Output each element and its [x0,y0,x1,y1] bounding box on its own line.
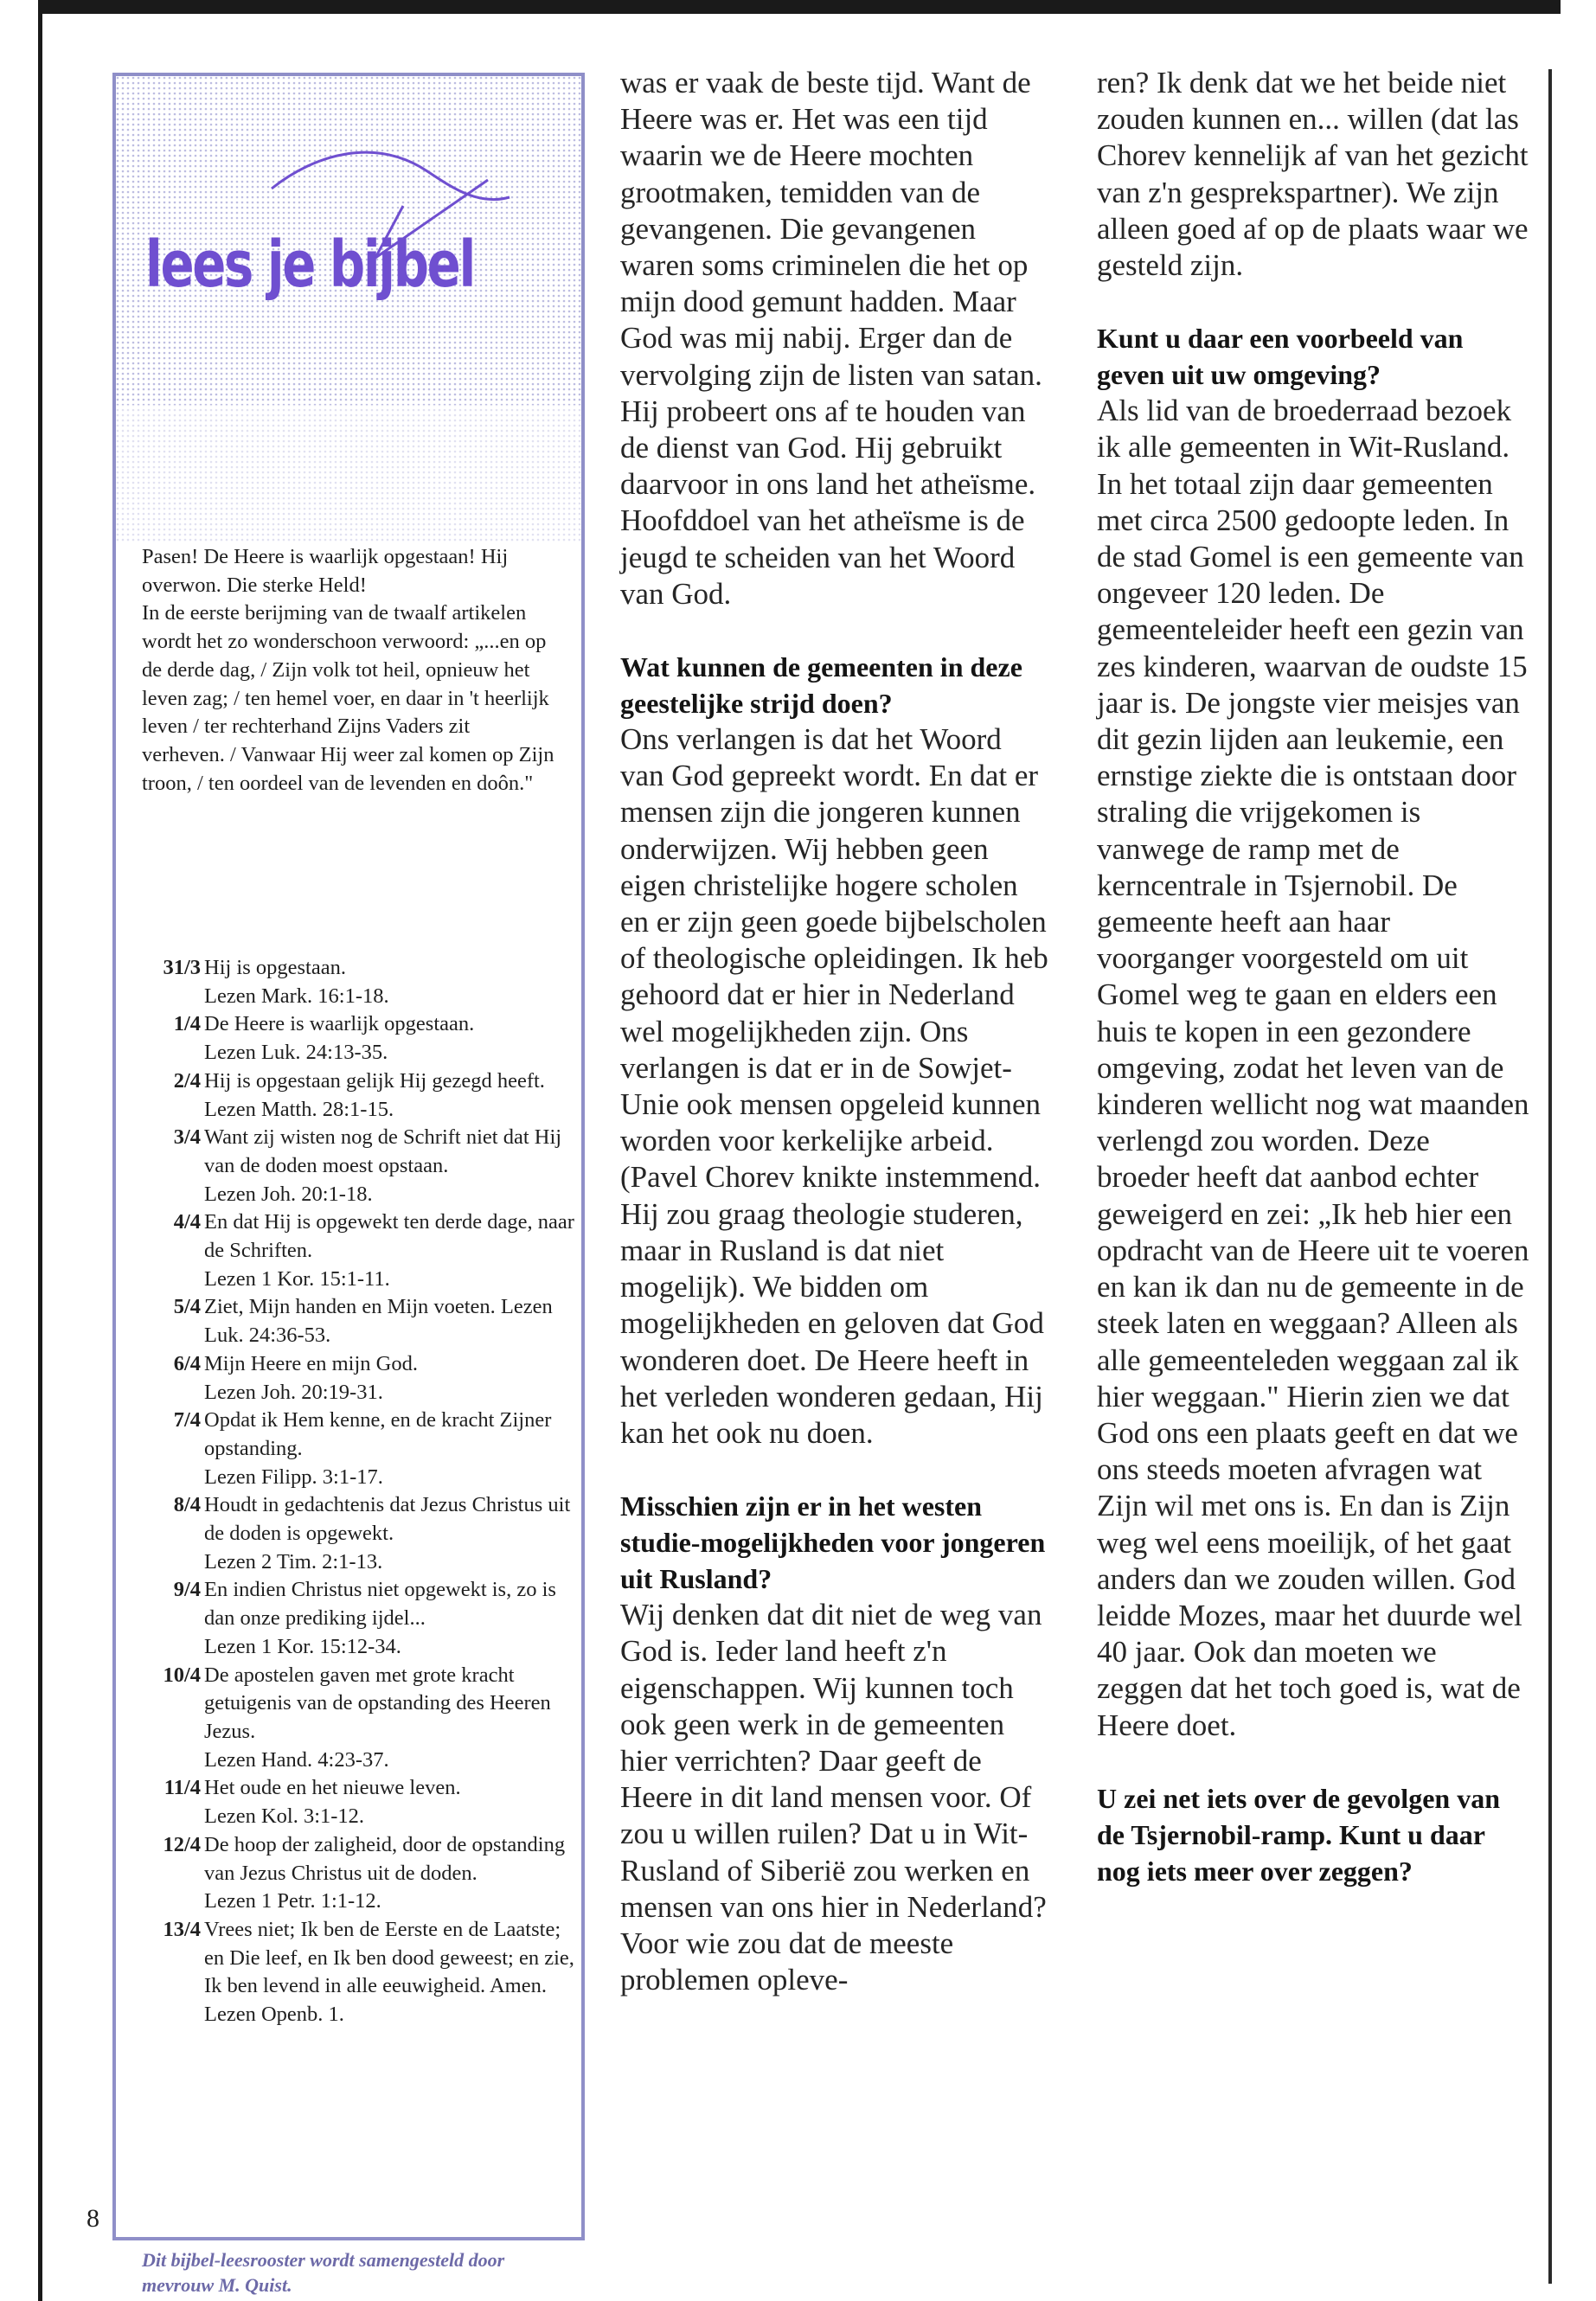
article-paragraph: was er vaak de beste tijd. Want de Heere was er. Het was een tijd waarin we de Heere mochten grootmaken, temidden van de gevangenen. Die gevangenen waren soms criminelen die het op mijn dood gemunt hadden. Maar God was mij nabij. Erger dan de vervolging zijn de listen van satan. Hij probeert ons af te houden van de dienst van God. Hij gebruikt daarvoor in ons land het atheïsme. Hoofddoel van het atheïsme is de jeugd te scheiden van het Woord van God. [620,66,1042,611]
reading-date: 2/4 [173,1068,201,1093]
intro-paragraph: In de eerste berijming van de twaalf artikelen wordt het zo wonderschoon verwoord: „...en op de derde dag, / Zijn volk tot heil, opnieuw het leven zag; / ten hemel voer, en daar in 't heerlijk leven / ter rechterhand Zijns Vaders zit verheven. / Vanwaar Hij weer zal komen op Zijn troon, / ten oordeel van de levenden en doôn." [142,601,554,795]
section-title: lees je bijbel [145,228,474,302]
list-item [142,1208,574,1293]
interview-question: Misschien zijn er in het westen studie-mogelijkheden voor jongeren uit Rusland? [620,1490,1046,1595]
reading-date: 9/4 [173,1578,201,1602]
reading-reference: Lezen 1 Kor. 15:1-11. [204,1266,390,1291]
article-paragraph: ren? Ik denk dat we het beide niet zouden kunnen en... willen (dat las Chorev kennelijk af van het gezicht van z'n gesprekspartner). We zijn alleen goed af op de plaats waar we gesteld zijn. [1097,66,1529,283]
article-column-2 [1097,65,1529,1889]
reading-date: 6/4 [173,1351,201,1375]
top-border [38,0,1561,14]
reading-date: 11/4 [163,1776,201,1800]
list-item [142,1774,574,1830]
list-item [142,1067,574,1124]
reading-schedule-box [112,73,585,2296]
reading-title: Houdt in gedachtenis dat Jezus Christus uit de doden is opgewekt. [204,1493,571,1546]
interview-question: Wat kunnen de gemeenten in deze geestelijke strijd doen? [620,651,1022,720]
reading-date: 7/4 [173,1408,201,1433]
reading-date: 5/4 [173,1295,201,1319]
reading-title: Ziet, Mijn handen en Mijn voeten. Lezen Luk. 24:36-53. [204,1295,553,1348]
reading-date: 10/4 [163,1663,201,1687]
reading-title: En indien Christus niet opgewekt is, zo is dan onze prediking ijdel... [204,1578,556,1631]
reading-date: 13/4 [163,1917,201,1941]
reading-date: 1/4 [173,1012,201,1036]
schedule-credit: Dit bijbel-leesrooster wordt samengesteld door mevrouw M. Quist. [142,2249,505,2296]
reading-list [142,954,574,2029]
article-paragraph: Als lid van de broederraad bezoek ik alle gemeenten in Wit-Rusland. In het totaal zijn daar gemeenten met circa 2500 gedoopte leden. In de stad Gomel is een gemeente van ongeveer 120 leden. De gemeenteleider heeft een gezin van zes kinderen, waarvan de oudste 15 jaar is. De jongste vier meisjes van dit gezin lijden aan leukemie, een ernstige ziekte die is ontstaan door straling die vrijgekomen is vanwege de ramp met de kerncentrale in Tsjernobil. De gemeente heeft aan haar voorganger voorgesteld om uit Gomel weg te gaan en elders een huis te kopen in een gezondere omgeving, zodat het leven van de kinderen wellicht nog wat maanden verlengd zou worden. Deze broeder heeft dat aanbod echter geweigerd en zei: „Ik heb hier een opdracht van de Heere uit te voeren en kan ik dan nu de gemeente in de steek laten en weggaan? Alleen als alle gemeenteleden weggaan zal ik hier weggaan." Hierin zien we dat God ons een plaats geeft en dat we ons steeds moeten afvragen wat Zijn wil met ons is. En dan is Zijn weg wel eens moeilijk, of het gaat anders dan we zouden willen. God leidde Mozes, maar het duurde wel 40 jaar. Ook dan moeten we zeggen dat het toch goed is, wat de Heere doet. [1097,394,1529,1742]
reading-title: Het oude en het nieuwe leven. [204,1776,461,1800]
reading-reference: Lezen 1 Kor. 15:12-34. [204,1634,401,1658]
reading-date: 12/4 [163,1832,201,1856]
reading-reference: Lezen Joh. 20:1-18. [204,1182,373,1206]
reading-date: 3/4 [173,1125,201,1150]
reading-title: En dat Hij is opgewekt ten derde dage, naar de Schriften. [204,1210,574,1263]
list-item [142,1124,574,1208]
list-item [142,1350,574,1407]
stylized-open-book-icon [116,76,581,543]
left-border [38,0,42,2301]
article-paragraph: Ons verlangen is dat het Woord van God gepreekt wordt. En dat er mensen zijn die jongeren kunnen onderwijzen. Wij hebben geen eigen christelijke hogere scholen en er zijn geen goede bijbelscholen of theologische opleidingen. Ik heb gehoord dat er hier in Nederland wel mogelijkheden zijn. Ons verlangen is dat er in de Sowjet-Unie ook mensen opgeleid kunnen worden voor kerkelijke arbeid. (Pavel Chorev knikte instemmend. Hij zou graag theologie studeren, maar in Rusland is dat niet mogelijk). We bidden om mogelijkheden en geloven dat God wonderen doet. De Heere heeft in het verleden wonderen gedaan, Hij kan het ook nu doen. [620,722,1048,1450]
reading-reference: Lezen Openb. 1. [204,2003,344,2027]
reading-reference: Lezen Kol. 3:1-12. [204,1804,365,1829]
reading-date: 4/4 [173,1210,201,1234]
list-item [142,954,574,1010]
list-item [142,1010,574,1067]
page-number: 8 [87,2204,99,2233]
reading-title: De apostelen gaven met grote kracht getuigenis van de opstanding des Heeren Jezus. [204,1663,551,1743]
reading-reference: Lezen Matth. 28:1-15. [204,1097,394,1121]
article-paragraph: Wij denken dat dit niet de weg van God is. Ieder land heeft z'n eigenschappen. Wij kunnen toch ook geen werk in de gemeenten hier verrichten? Daar geeft de Heere in dit land mensen voor. Of zou u willen ruilen? Dat u in Wit-Rusland of Siberië zou werken en mensen van ons hier in Nederland? Voor wie zou dat de meeste problemen opleve- [620,1598,1047,1997]
reading-date: 31/3 [163,956,201,979]
article-column-1 [620,65,1053,1998]
list-item [142,1576,574,1661]
intro-text [142,543,557,798]
list-item [142,1662,574,1775]
reading-reference: Lezen Mark. 16:1-18. [204,984,389,1008]
header-artwork [116,76,581,543]
reading-title: De hoop der zaligheid, door de opstanding van Jezus Christus uit de doden. [204,1832,566,1885]
reading-title: Hij is opgestaan gelijk Hij gezegd heeft. [204,1068,545,1093]
list-item [142,1916,574,2029]
reading-title: Hij is opgestaan. [204,956,346,979]
reading-reference: Lezen Joh. 20:19-31. [204,1380,383,1404]
reading-date: 8/4 [173,1493,201,1517]
reading-reference: Lezen 2 Tim. 2:1-13. [204,1549,383,1574]
intro-paragraph: Pasen! De Heere is waarlijk opgestaan! Hij overwon. Die sterke Held! [142,545,509,597]
reading-title: De Heere is waarlijk opgestaan. [204,1012,475,1036]
reading-reference: Lezen Hand. 4:23-37. [204,1747,389,1772]
reading-reference: Lezen Luk. 24:13-35. [204,1041,388,1065]
list-item [142,1407,574,1491]
list-item [142,1831,574,1916]
reading-reference: Lezen 1 Petr. 1:1-12. [204,1889,381,1913]
reading-title: Want zij wisten nog de Schrift niet dat Hij van de doden moest opstaan. [204,1125,562,1177]
reading-reference: Lezen Filipp. 3:1-17. [204,1465,383,1489]
interview-question: Kunt u daar een voorbeeld van geven uit uw omgeving? [1097,323,1464,391]
right-border [1548,69,1552,2284]
reading-title: Vrees niet; Ik ben de Eerste en de Laatste; en Die leef, en Ik ben dood geweest; en zie, Ik ben levend in alle eeuwigheid. Amen. [204,1917,574,1998]
reading-title: Mijn Heere en mijn God. [204,1351,418,1375]
list-item [142,1491,574,1576]
interview-question: U zei net iets over de gevolgen van de Tsjernobil-ramp. Kunt u daar nog iets meer over zeggen? [1097,1782,1500,1887]
reading-title: Opdat ik Hem kenne, en de kracht Zijner opstanding. [204,1408,552,1460]
list-item [142,1293,574,1349]
